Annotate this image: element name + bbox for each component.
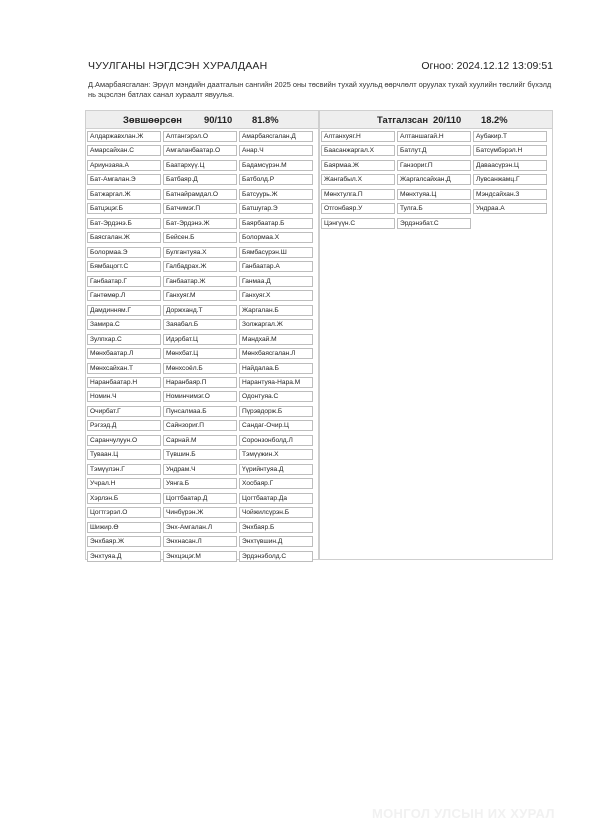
approved-name-cell: Туваан.Ц [87, 449, 161, 460]
approved-name-cell: Бат-Амгалан.Э [87, 174, 161, 185]
approved-name-cell: Батцэцэг.Б [87, 203, 161, 214]
approved-name-cell: Ариунзаяа.А [87, 160, 161, 171]
approved-name-cell: Сандаг-Очир.Ц [239, 420, 313, 431]
rejected-name-cell: Ганзориг.П [397, 160, 471, 171]
approved-name-cell: Батжаргал.Ж [87, 189, 161, 200]
rejected-label: Татгалзсан [377, 114, 429, 125]
rejected-header [320, 111, 552, 129]
approved-name-cell: Алтангэрэл.О [163, 131, 237, 142]
approved-name-cell: Батнайрамдал.О [163, 189, 237, 200]
approved-name-cell: Замира.С [87, 319, 161, 330]
approved-name-cell: Найдалаа.Б [239, 363, 313, 374]
approved-name-cell: Ганбаатар.Г [87, 276, 161, 287]
approved-label: Зөвшөөрсөн [123, 114, 182, 125]
approved-name-cell: Галбадрах.Ж [163, 261, 237, 272]
approved-name-cell: Уянга.Б [163, 478, 237, 489]
approved-name-cell: Ундрам.Ч [163, 464, 237, 475]
parliament-watermark: МОНГОЛ УЛСЫН ИХ ХУРАЛ [372, 806, 555, 821]
rejected-count: 20/110 [433, 114, 462, 125]
approved-name-cell: Наранбаяр.П [163, 377, 237, 388]
approved-name-cell: Энх-Амгалан.Л [163, 522, 237, 533]
rejected-name-cell: Баасанжаргал.Х [321, 145, 395, 156]
approved-name-cell: Идэрбат.Ц [163, 334, 237, 345]
approved-name-cell: Бадамсүрэн.М [239, 160, 313, 171]
approved-name-cell: Бямбацогт.С [87, 261, 161, 272]
approved-name-cell: Баатархүү.Ц [163, 160, 237, 171]
approved-name-cell: Энхбаяр.Б [239, 522, 313, 533]
approved-name-cell: Чинбүрэн.Ж [163, 507, 237, 518]
approved-name-cell: Мөнхбат.Ц [163, 348, 237, 359]
approved-name-cell: Наранбаатар.Н [87, 377, 161, 388]
page-header [88, 60, 553, 76]
approved-name-cell: Чойжилсүрэн.Б [239, 507, 313, 518]
approved-name-cell: Энхцэцэг.М [163, 551, 237, 562]
approved-name-cell: Цогтгэрэл.О [87, 507, 161, 518]
approved-name-cell: Хосбаяр.Г [239, 478, 313, 489]
approved-name-cell: Дамдинням.Г [87, 305, 161, 316]
rejected-name-cell: Батсүмбэрэл.Н [473, 145, 547, 156]
rejected-name-cell: Аубакир.Т [473, 131, 547, 142]
approved-name-cell: Ганхуяг.М [163, 290, 237, 301]
rejected-name-cell: Даваасүрэн.Ц [473, 160, 547, 171]
approved-name-cell: Шижир.Ө [87, 522, 161, 533]
rejected-name-cell: Алтаншагай.Н [397, 131, 471, 142]
approved-name-cell: Номинчимэг.О [163, 391, 237, 402]
approved-name-cell: Энхнасан.Л [163, 536, 237, 547]
rejected-name-cell: Мөнхтулга.П [321, 189, 395, 200]
approved-name-cell: Тэмүүжин.Х [239, 449, 313, 460]
approved-name-cell: Хэрлэн.Б [87, 493, 161, 504]
approved-name-cell: Энхбаяр.Ж [87, 536, 161, 547]
rejected-name-cell: Эрдэнэбат.С [397, 218, 471, 229]
approved-name-cell: Булгантуяа.Х [163, 247, 237, 258]
approved-name-cell: Батшугар.Э [239, 203, 313, 214]
approved-name-cell: Учрал.Н [87, 478, 161, 489]
approved-name-cell: Амарсайхан.С [87, 145, 161, 156]
approved-count: 90/110 [204, 114, 233, 125]
approved-name-cell: Ганхуяг.Х [239, 290, 313, 301]
approved-name-cell: Золжаргал.Ж [239, 319, 313, 330]
approved-name-cell: Бейсен.Б [163, 232, 237, 243]
rejected-name-cell: Лувсанжамц.Г [473, 174, 547, 185]
approved-name-cell: Цогтбаатар.Да [239, 493, 313, 504]
approved-name-cell: Саранчулуун.О [87, 435, 161, 446]
approved-name-cell: Рэгзэд.Д [87, 420, 161, 431]
approved-name-cell: Очирбат.Г [87, 406, 161, 417]
approved-name-cell: Жаргалан.Б [239, 305, 313, 316]
approved-name-cell: Ганбаатар.Ж [163, 276, 237, 287]
approved-name-cell: Баярбаатар.Б [239, 218, 313, 229]
rejected-name-cell: Цэнгүүн.С [321, 218, 395, 229]
approved-name-cell: Болормаа.Э [87, 247, 161, 258]
approved-name-cell: Ганмаа.Д [239, 276, 313, 287]
rejected-name-cell: Жаргалсайхан.Д [397, 174, 471, 185]
approved-name-cell: Амгаланбаатар.О [163, 145, 237, 156]
approved-name-cell: Үүрийнтуяа.Д [239, 464, 313, 475]
approved-percent: 81.8% [252, 114, 279, 125]
approved-name-cell: Одонтуяа.С [239, 391, 313, 402]
approved-name-cell: Зулпхар.С [87, 334, 161, 345]
approved-name-cell: Амарбаясгалан.Д [239, 131, 313, 142]
approved-header [86, 111, 318, 129]
rejected-name-cell: Мэндсайхан.З [473, 189, 547, 200]
approved-name-cell: Номин.Ч [87, 391, 161, 402]
approved-name-cell: Алдаржавхлан.Ж [87, 131, 161, 142]
approved-name-cell: Цогтбаатар.Д [163, 493, 237, 504]
approved-name-cell: Болормаа.Х [239, 232, 313, 243]
approved-name-cell: Эрдэнэболд.С [239, 551, 313, 562]
approved-name-cell: Мандхай.М [239, 334, 313, 345]
approved-name-cell: Баясгалан.Ж [87, 232, 161, 243]
rejected-percent: 18.2% [481, 114, 508, 125]
approved-name-cell: Соронзонболд.Л [239, 435, 313, 446]
approved-name-cell: Сарнай.М [163, 435, 237, 446]
rejected-name-cell: Ундраа.А [473, 203, 547, 214]
rejected-panel [319, 110, 553, 560]
approved-name-cell: Мөнхсоёл.Б [163, 363, 237, 374]
approved-name-cell: Гантөмөр.Л [87, 290, 161, 301]
approved-name-cell: Батбаяр.Д [163, 174, 237, 185]
approved-name-cell: Анар.Ч [239, 145, 313, 156]
approved-name-cell: Нарантуяа-Нара.М [239, 377, 313, 388]
rejected-name-cell: Тулга.Б [397, 203, 471, 214]
vote-subject: Д.Амарбаясгалан: Эрүүл мэндийн даатгалын сангийн 2025 оны төсвийн тухай хуульд өөрчлөлт оруулах тухай хуулийн төслийг бүхэлд нь эцэслэн батлах санал хураалт явуулья. [88, 80, 552, 99]
approved-panel [85, 110, 319, 560]
rejected-name-cell: Жангабыл.Х [321, 174, 395, 185]
rejected-name-cell: Мөнхтуяа.Ц [397, 189, 471, 200]
approved-name-cell: Пүрэвдорж.Б [239, 406, 313, 417]
approved-name-cell: Түвшин.Б [163, 449, 237, 460]
rejected-name-cell: Алтанхуяг.Н [321, 131, 395, 142]
session-date: Огноо: 2024.12.12 13:09:51 [421, 60, 553, 72]
approved-name-cell: Бат-Эрдэнэ.Ж [163, 218, 237, 229]
rejected-name-cell: Батлут.Д [397, 145, 471, 156]
approved-name-cell: Батсуурь.Ж [239, 189, 313, 200]
approved-name-cell: Мөнхбаясгалан.Л [239, 348, 313, 359]
approved-name-cell: Энхтүвшин.Д [239, 536, 313, 547]
approved-name-cell: Тэмүүлэн.Г [87, 464, 161, 475]
approved-name-cell: Мөнхсайхан.Т [87, 363, 161, 374]
rejected-name-cell: Баярмаа.Ж [321, 160, 395, 171]
approved-name-cell: Батболд.Р [239, 174, 313, 185]
approved-name-cell: Батчимэг.П [163, 203, 237, 214]
approved-name-cell: Бат-Эрдэнэ.Б [87, 218, 161, 229]
rejected-name-cell: Отгонбаяр.У [321, 203, 395, 214]
approved-name-cell: Заяабал.Б [163, 319, 237, 330]
approved-name-cell: Пунсалмаа.Б [163, 406, 237, 417]
approved-name-cell: Мөнхбаатар.Л [87, 348, 161, 359]
approved-name-cell: Ганбаатар.А [239, 261, 313, 272]
session-title: ЧУУЛГАНЫ НЭГДСЭН ХУРАЛДААН [88, 60, 268, 72]
approved-name-cell: Сайнзориг.П [163, 420, 237, 431]
approved-name-cell: Бямбасүрэн.Ш [239, 247, 313, 258]
approved-name-cell: Энхтуяа.Д [87, 551, 161, 562]
approved-name-cell: Доржханд.Т [163, 305, 237, 316]
